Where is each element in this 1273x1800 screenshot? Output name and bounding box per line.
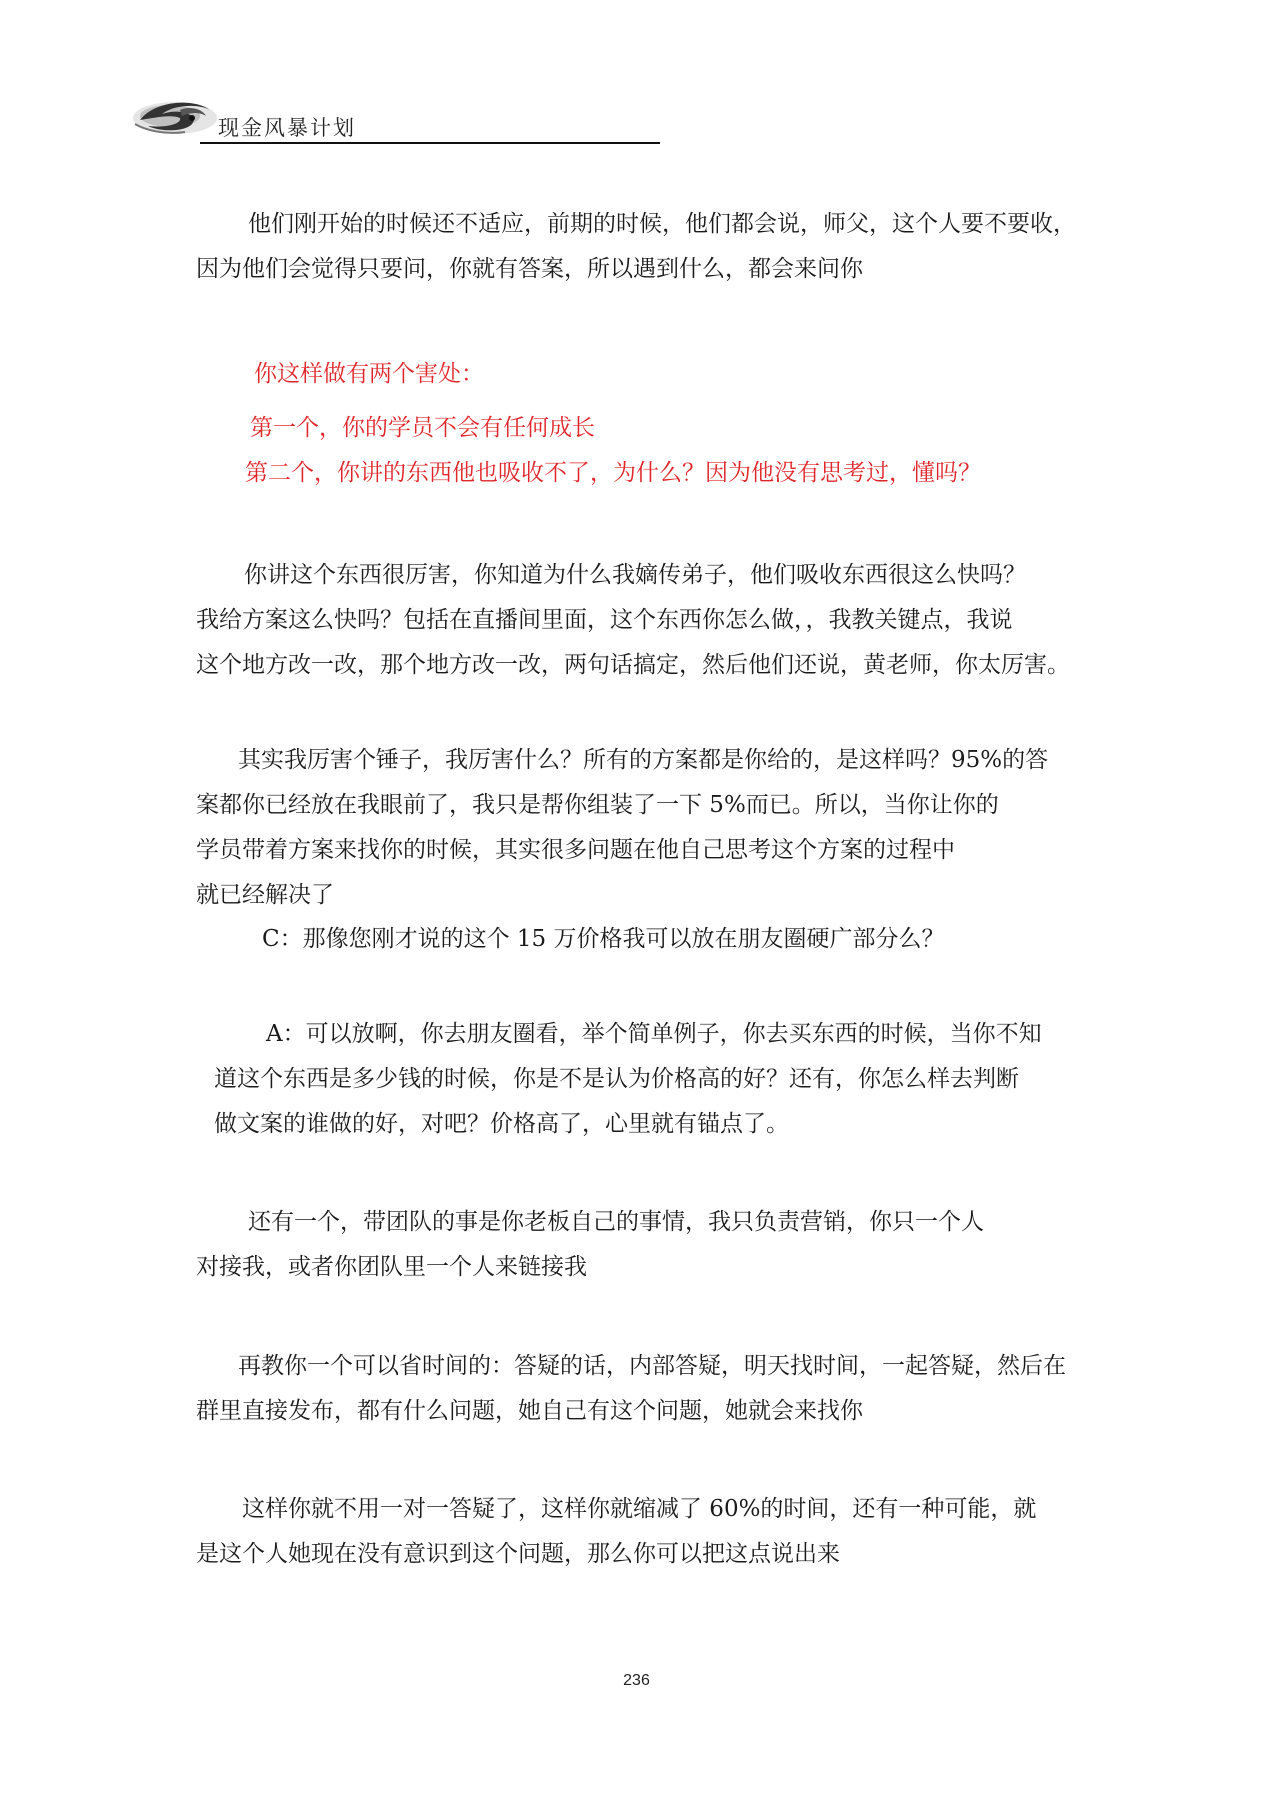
paragraph-line: 这样你就不用一对一答疑了，这样你就缩减了 60%的时间，还有一种可能，就 (242, 1496, 1037, 1522)
paragraph-line: 因为他们会觉得只要问，你就有答案，所以遇到什么，都会来问你 (196, 256, 863, 282)
harm-point-1: 第一个，你的学员不会有任何成长 (250, 415, 595, 441)
paragraph-line: 就已经解决了 (196, 882, 334, 908)
paragraph-line: 学员带着方案来找你的时候，其实很多问题在他自己思考这个方案的过程中 (196, 837, 955, 863)
harm-intro: 你这样做有两个害处： (254, 361, 484, 387)
paragraph-line: 是这个人她现在没有意识到这个问题，那么你可以把这点说出来 (196, 1541, 840, 1567)
header-title: 现金风暴计划 (218, 116, 356, 140)
answer-a-line: 道这个东西是多少钱的时候，你是不是认为价格高的好？还有，你怎么样去判断 (214, 1066, 1019, 1092)
swirl-logo-icon (130, 80, 225, 150)
harm-point-2: 第二个，你讲的东西他也吸收不了，为什么？因为他没有思考过，懂吗？ (245, 460, 981, 486)
paragraph-line: 对接我，或者你团队里一个人来链接我 (196, 1254, 587, 1280)
paragraph-line: 案都你已经放在我眼前了，我只是帮你组装了一下 5%而已。所以，当你让你的 (196, 792, 999, 818)
paragraph-line: 他们刚开始的时候还不适应，前期的时候，他们都会说，师父，这个人要不要收， (248, 211, 1076, 237)
paragraph-line: 我给方案这么快吗？包括在直播间里面，这个东西你怎么做，，我教关键点，我说 (196, 607, 1013, 633)
paragraph-line: 你讲这个东西很厉害，你知道为什么我嫡传弟子，他们吸收东西很这么快吗？ (244, 562, 1026, 588)
document-header (130, 80, 660, 150)
paragraph-line: 其实我厉害个锤子，我厉害什么？所有的方案都是你给的，是这样吗？95%的答 (238, 747, 1049, 773)
paragraph-line: 再教你一个可以省时间的：答疑的话，内部答疑，明天找时间，一起答疑，然后在 (238, 1353, 1066, 1379)
page-number: 236 (623, 1672, 650, 1689)
answer-a-line: 做文案的谁做的好，对吧？价格高了，心里就有锚点了。 (214, 1111, 789, 1137)
paragraph-line: 还有一个，带团队的事是你老板自己的事情，我只负责营销，你只一个人 (248, 1209, 984, 1235)
paragraph-line: 这个地方改一改，那个地方改一改，两句话搞定，然后他们还说，黄老师，你太厉害。 (196, 652, 1070, 678)
header-divider (200, 142, 660, 144)
answer-a-line: A：可以放啊，你去朋友圈看，举个简单例子，你去买东西的时候，当你不知 (266, 1021, 1042, 1047)
paragraph-line: 群里直接发布，都有什么问题，她自己有这个问题，她就会来找你 (196, 1398, 863, 1424)
question-c: C：那像您刚才说的这个 15 万价格我可以放在朋友圈硬广部分么？ (262, 926, 945, 952)
